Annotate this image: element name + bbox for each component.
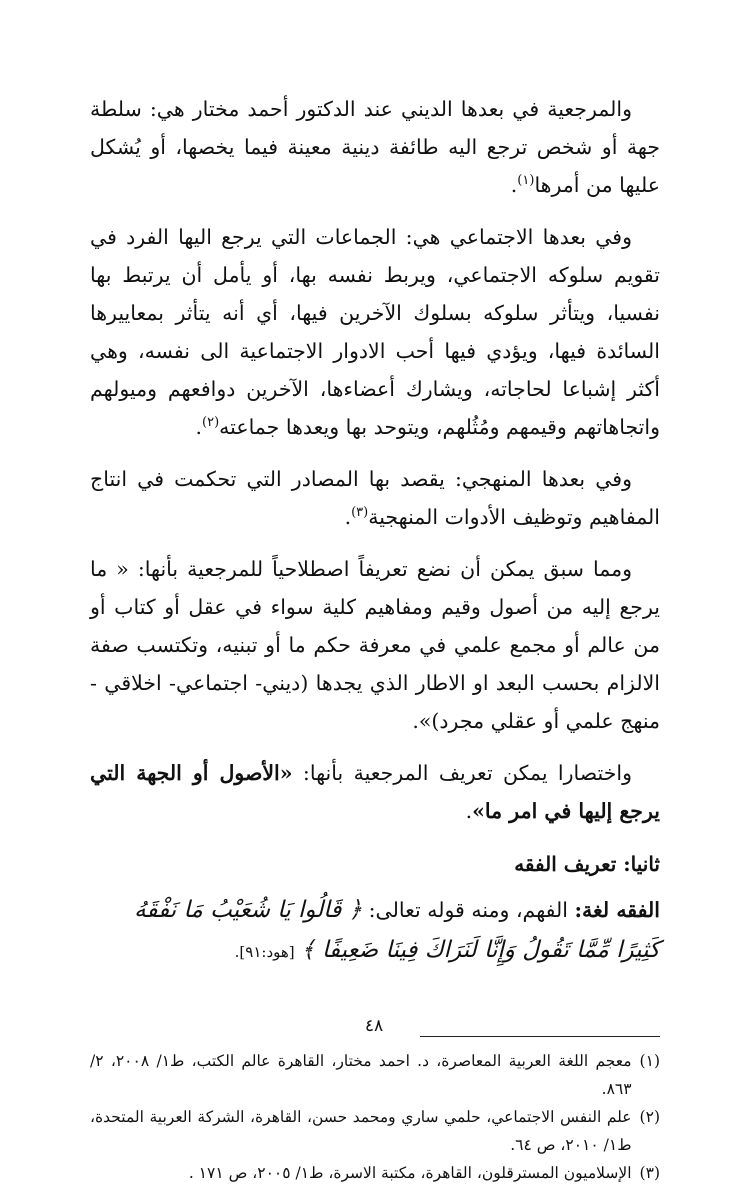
footnote-ref[interactable]: (٣) — [351, 505, 369, 521]
paragraph-religious-dimension — [90, 90, 660, 204]
paragraph-definition — [90, 550, 660, 740]
footnote-number: (٣) — [639, 1164, 660, 1182]
summary-tail: . — [465, 799, 473, 823]
summary-definition-bold: «الأصول أو الجهة التي يرجع إليها في امر ما» — [90, 761, 660, 823]
quran-verse: ﴿ قَالُوا يَا شُعَيْبُ مَا نَفْقَهُ كَثِيرًا مِّمَّا تَقُولُ وَإِنَّا لَنَرَاكَ فِينَا ضَعِيفًا ﴾ — [134, 897, 660, 963]
footnote-item — [90, 1159, 660, 1187]
footnote-divider — [420, 1036, 660, 1037]
footnote-item — [90, 1103, 660, 1159]
footnote-number: (١) — [639, 1052, 660, 1070]
fiqh-term: الفقه لغة: — [574, 898, 660, 922]
footnote-item — [90, 1047, 660, 1103]
footnote-text: معجم اللغة العربية المعاصرة، د. احمد مختار، القاهرة عالم الكتب، ط١/ ٢٠٠٨، ٢/ ٨٦٣. — [90, 1052, 632, 1098]
footnote-ref[interactable]: (١) — [517, 173, 535, 189]
paragraph-summary — [90, 754, 660, 830]
summary-intro: واختصارا يمكن تعريف المرجعية بأنها: — [292, 761, 632, 785]
fiqh-definition — [90, 890, 660, 972]
page-number: ٤٨ — [364, 1016, 384, 1036]
section-heading: ثانيا: تعريف الفقه — [514, 852, 660, 876]
paragraph-tail: . — [344, 505, 352, 529]
paragraph-text: وفي بعدها المنهجي: يقصد بها المصادر التي تحكمت في انتاج المفاهيم وتوظيف الأدوات المنهجية — [90, 467, 660, 529]
fiqh-text: الفهم، ومنه قوله تعالى: — [362, 898, 575, 922]
paragraph-social-dimension — [90, 218, 660, 446]
paragraph-text: والمرجعية في بعدها الديني عند الدكتور أحمد مختار هي: سلطة جهة أو شخص ترجع اليه طائفة دينية معينة فيما يخصها، أو يُشكل عليها من أمرها — [90, 97, 660, 197]
paragraph-tail: . — [510, 173, 518, 197]
footnote-ref[interactable]: (٢) — [202, 415, 220, 431]
footnote-number: (٢) — [639, 1108, 660, 1126]
paragraph-tail: . — [195, 415, 203, 439]
paragraph-methodological-dimension — [90, 460, 660, 536]
paragraph-text: وفي بعدها الاجتماعي هي: الجماعات التي يرجع اليها الفرد في تقويم سلوكه الاجتماعي، ويربط نفسه بها، أو يأمل أن يرتبط بها نفسيا، ويتأثر سلوكه بسلوك الآخرين فيها، أي أنه يتأثر بمعاييرها السائدة فيها، ويؤدي فيها أحب الادوار الاجتماعية الى نفسه، وهي أكثر إشباعا لحاجاته، ويشارك أعضاءها، الآخرين دوافعهم وميولهم واتجاهاتهم وقيمهم ومُثُلهم، ويتوحد بها ويعدها جماعته — [90, 225, 660, 439]
verse-reference: [هود:٩١]. — [234, 943, 295, 961]
footnotes-list — [90, 1047, 660, 1187]
paragraph-text: ومما سبق يمكن أن نضع تعريفاً اصطلاحياً للمرجعية بأنها: « ما يرجع إليه من أصول وقيم ومفاهيم كلية سواء في عقل أو كتاب أو من عالم أو مجمع علمي في معرفة حكم ما أو تبنيه، وتكتسب صفة الالزام بحسب البعد او الاطار الذي يجدها (ديني- اجتماعي- اخلاقي - منهج علمي أو عقلي مجرد)». — [90, 557, 660, 733]
footnote-text: علم النفس الاجتماعي، حلمي ساري ومحمد حسن، القاهرة، الشركة العربية المتحدة، ط١/ ٢٠١٠، ص ٦٤. — [90, 1108, 632, 1154]
footnote-text: الإسلاميون المسترقلون، القاهرة، مكتبة الاسرة، ط١/ ٢٠٠٥، ص ١٧١ . — [188, 1164, 632, 1182]
